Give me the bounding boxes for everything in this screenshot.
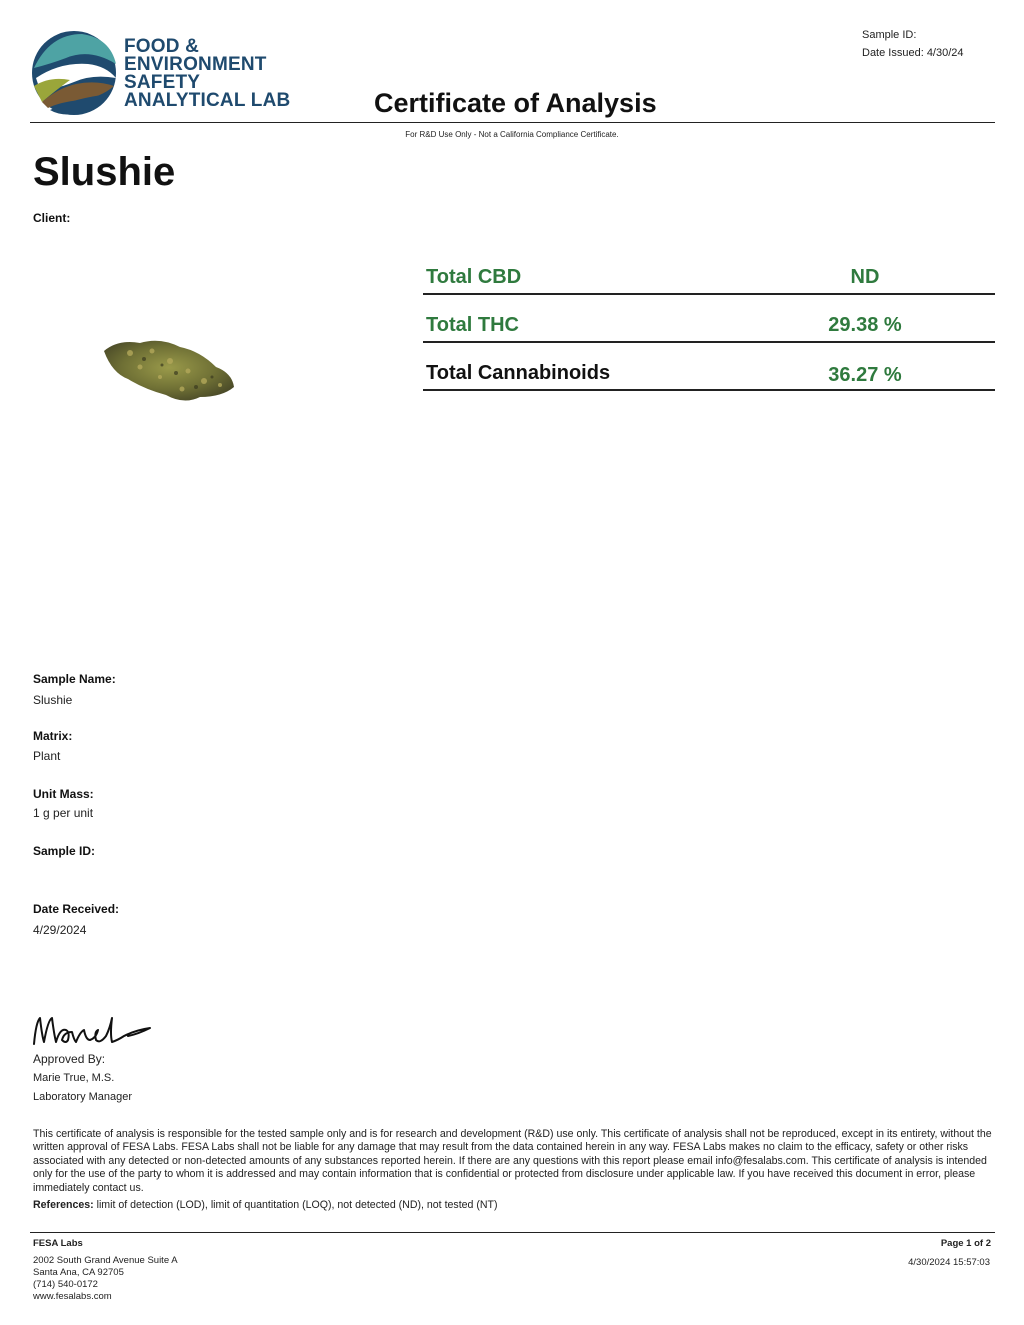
logo-line: FOOD & (124, 36, 200, 57)
references (33, 1199, 498, 1211)
date-received-label: Date Received: (33, 902, 120, 916)
approver-role: Laboratory Manager (33, 1091, 133, 1103)
footer-company: FESA Labs (33, 1238, 83, 1249)
unit-mass-label: Unit Mass: (33, 787, 94, 801)
footer-website: www.fesalabs.com (33, 1291, 112, 1302)
legal-disclaimer: This certificate of analysis is responsible for the tested sample only and is for research and development (R&D) use only. This certificate of analysis shall not be reproduced, except in its entirety, without the written approval of FESA Labs. FESA Labs shall not be liable for any damage that may result from the data contained herein in any way. FESA Labs makes no claim to the efficacy, safety or other risks associated with any detected or non-detected amounts of any substances reported herein. If there are any questions with this report please email info@fesalabs.com. This certificate of analysis is intended only for the use of the party to whom it is addressed and may contain information that is confidential or protected from disclosure under applicable law. If you have received this document in error, please immediately contact us. (33, 1128, 992, 1194)
unit-mass-value: 1 g per unit (33, 806, 94, 820)
summary-divider (423, 293, 995, 295)
footer-timestamp: 4/30/2024 15:57:03 (908, 1257, 990, 1268)
summary-label-total-thc: Total THC (426, 314, 519, 336)
date-received-value: 4/29/2024 (33, 923, 87, 937)
header-date-issued: Date Issued: 4/30/24 (862, 47, 964, 59)
sample-id-label: Sample ID: (33, 844, 96, 858)
signature (32, 1010, 156, 1050)
logo-line: SAFETY (124, 72, 201, 93)
references-label: References: (33, 1199, 94, 1211)
header-divider (30, 122, 995, 123)
approver-name: Marie True, M.S. (33, 1072, 115, 1084)
sample-name-value: Slushie (33, 693, 73, 707)
sample-name-label: Sample Name: (33, 672, 116, 686)
summary-label-total-cannabinoids: Total Cannabinoids (426, 362, 611, 384)
product-image (100, 333, 238, 409)
footer-page-number: Page 1 of 2 (940, 1238, 991, 1249)
summary-value-total-cbd: ND (850, 266, 880, 288)
matrix-label: Matrix: (33, 729, 73, 743)
approved-by-label: Approved By: (33, 1052, 106, 1066)
footer-phone: (714) 540-0172 (33, 1279, 98, 1290)
summary-value-total-cannabinoids: 36.27 % (828, 364, 902, 386)
compliance-disclaimer: For R&D Use Only - Not a California Compliance Certificate. (405, 130, 619, 139)
document-title: Certificate of Analysis (374, 88, 657, 118)
matrix-value: Plant (33, 749, 61, 763)
summary-divider (423, 341, 995, 343)
logo-line: ENVIRONMENT (124, 54, 267, 75)
logo-line: ANALYTICAL LAB (124, 90, 291, 111)
footer-divider (30, 1232, 995, 1233)
footer-address-line1: 2002 South Grand Avenue Suite A (33, 1255, 178, 1266)
logo-wordmark (124, 38, 290, 110)
fesa-logo (30, 28, 118, 118)
footer-address-line2: Santa Ana, CA 92705 (33, 1267, 124, 1278)
summary-divider (423, 389, 995, 391)
footer-address (33, 1255, 178, 1303)
summary-label-total-cbd: Total CBD (426, 266, 522, 288)
product-name: Slushie (33, 150, 176, 194)
client-label: Client: (33, 211, 71, 225)
header-sample-id: Sample ID: (862, 29, 917, 41)
summary-value-total-thc: 29.38 % (828, 314, 902, 336)
references-text: limit of detection (LOD), limit of quantitation (LOQ), not detected (ND), not tested (NT) (93, 1199, 498, 1211)
